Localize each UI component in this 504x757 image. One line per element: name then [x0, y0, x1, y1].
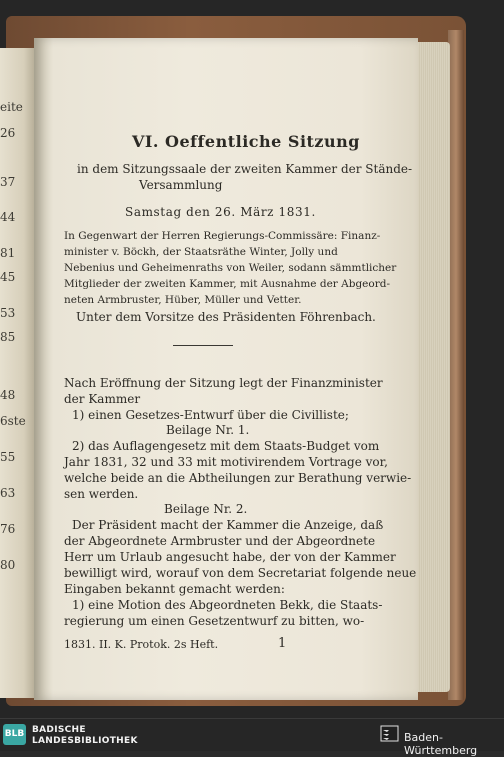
presence-line: minister v. Böckh, der Staatsräthe Winter, Jolly und [64, 246, 338, 258]
blb-logo[interactable]: BLB [3, 724, 26, 745]
body-line: 1) eine Motion des Abgeordneten Bekk, die Staats- [72, 598, 383, 612]
left-page-number: 76 [0, 522, 16, 536]
signature-line: 1831. II. K. Protok. 2s Heft. [64, 638, 219, 651]
body-line: Der Präsident macht der Kammer die Anzeige, daß [72, 518, 384, 532]
body-line: Nach Eröffnung der Sitzung legt der Finanzminister [64, 376, 383, 390]
left-page-number: eite [0, 100, 23, 114]
body-line: bewilligt wird, worauf von dem Secretariat folgende neue [64, 566, 417, 580]
presence-line: Nebenius und Geheimenraths von Weiler, sodann sämmtlicher [64, 262, 397, 274]
left-page-number: 45 [0, 270, 16, 284]
left-page-number: 85 [0, 330, 16, 344]
left-page-number: 48 [0, 388, 16, 402]
section-divider [173, 345, 233, 346]
presence-line: neten Armbruster, Hüber, Müller und Vetter. [64, 294, 302, 306]
page-number: 1 [278, 636, 287, 651]
body-line: Herr um Urlaub angesucht habe, der von der Kammer [64, 550, 396, 564]
library-name-line1: BADISCHE [32, 725, 86, 735]
left-page-number: 55 [0, 450, 16, 464]
session-location-line: in dem Sitzungssaale der zweiten Kammer der Stände- [77, 162, 413, 176]
appendix-label: Beilage Nr. 2. [164, 502, 248, 516]
left-page-number: 44 [0, 210, 16, 224]
presence-line: In Gegenwart der Herren Regierungs-Commissäre: Finanz- [64, 230, 381, 242]
document-page [34, 38, 418, 700]
chair-line: Unter dem Vorsitze des Präsidenten Föhrenbach. [76, 310, 376, 324]
left-page-number: 81 [0, 246, 16, 260]
left-page-number: 26 [0, 126, 16, 140]
body-line: der Kammer [64, 392, 141, 406]
body-line: welche beide an die Abtheilungen zur Berathung verwie- [64, 471, 412, 485]
left-page-number: 53 [0, 306, 16, 320]
session-location-line: Versammlung [139, 178, 223, 192]
state-emblem-icon [380, 724, 399, 743]
left-page-number: 6ste [0, 414, 26, 428]
left-page-strip [0, 48, 34, 698]
presence-line: Mitglieder der zweiten Kammer, mit Ausnahme der Abgeord- [64, 278, 391, 290]
library-name-line2: LANDESBIBLIOTHEK [32, 736, 138, 746]
left-page-number: 37 [0, 175, 16, 189]
body-line: Jahr 1831, 32 und 33 mit motivirendem Vortrage vor, [64, 455, 388, 469]
left-page-number: 63 [0, 486, 16, 500]
cover-edge [448, 30, 464, 700]
body-line: 2) das Auflagengesetz mit dem Staats-Budget vom [72, 439, 380, 453]
session-heading: VI. Oeffentliche Sitzung [132, 132, 360, 151]
body-line: sen werden. [64, 487, 139, 501]
session-date: Samstag den 26. März 1831. [125, 205, 316, 219]
left-page-number: 80 [0, 558, 16, 572]
body-line: 1) einen Gesetzes-Entwurf über die Civilliste; [72, 408, 349, 422]
body-line: regierung um einen Gesetzentwurf zu bitten, wo- [64, 614, 365, 628]
appendix-label: Beilage Nr. 1. [166, 423, 250, 437]
body-line: der Abgeordnete Armbruster und der Abgeordnete [64, 534, 376, 548]
page-block-edge [414, 42, 450, 692]
state-name[interactable]: Baden-Württemberg [404, 731, 478, 757]
body-line: Eingaben bekannt gemacht werden: [64, 582, 285, 596]
